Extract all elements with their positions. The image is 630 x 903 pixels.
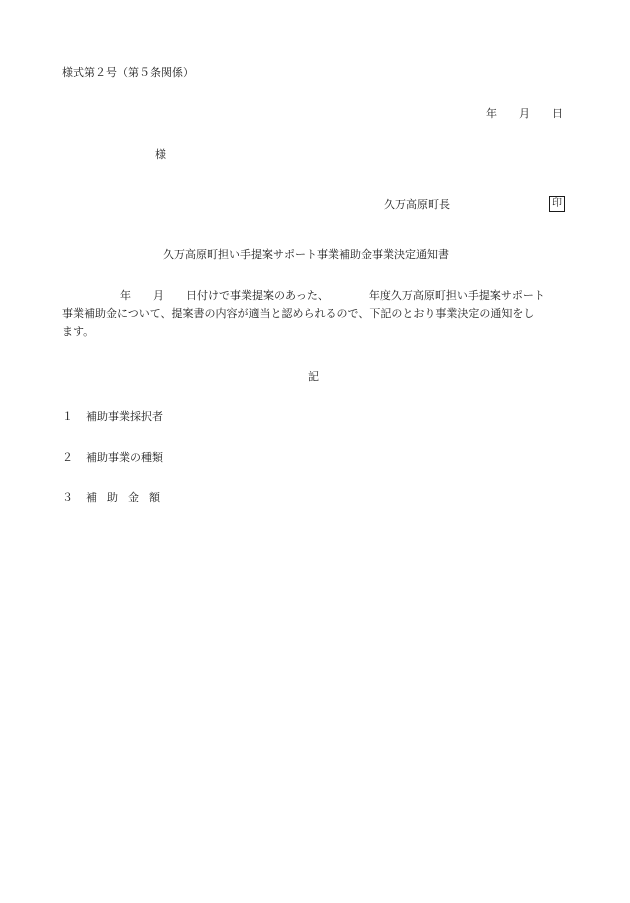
list-item (62, 451, 163, 465)
document-title: 久万高原町担い手提案サポート事業補助金事業決定通知書 (163, 248, 449, 261)
item-number: ３ (62, 491, 73, 504)
date-year: 年 (486, 107, 497, 120)
body-text-1: 日付けで事業提案のあった、 (186, 289, 329, 302)
body-year: 年 (120, 289, 131, 302)
ki-heading: 記 (308, 370, 319, 383)
list-item (62, 491, 170, 505)
item-number: ２ (62, 451, 73, 464)
date-day: 日 (552, 107, 563, 120)
body-paragraph (62, 287, 572, 341)
body-text-2: 年度久万高原町担い手提案サポート (368, 289, 545, 302)
body-line-1 (62, 287, 572, 305)
list-item (62, 410, 163, 424)
body-month: 月 (153, 289, 164, 302)
item-label: 補助事業採択者 (86, 410, 163, 423)
body-line-3: ます。 (62, 325, 95, 338)
form-number: 様式第２号（第５条関係） (62, 66, 194, 79)
body-line-2: 事業補助金について、提案書の内容が適当と認められるので、下記のとおり事業決定の通知をし (62, 307, 535, 320)
seal-stamp: 印 (549, 196, 565, 212)
date-month: 月 (519, 107, 530, 120)
item-number: １ (62, 410, 73, 423)
item-label: 補助事業の種類 (86, 451, 163, 464)
item-label: 補助金額 (86, 491, 170, 504)
addressee-suffix: 様 (155, 148, 166, 161)
date-line (486, 107, 563, 121)
issuer-name: 久万高原町長 (384, 198, 450, 211)
